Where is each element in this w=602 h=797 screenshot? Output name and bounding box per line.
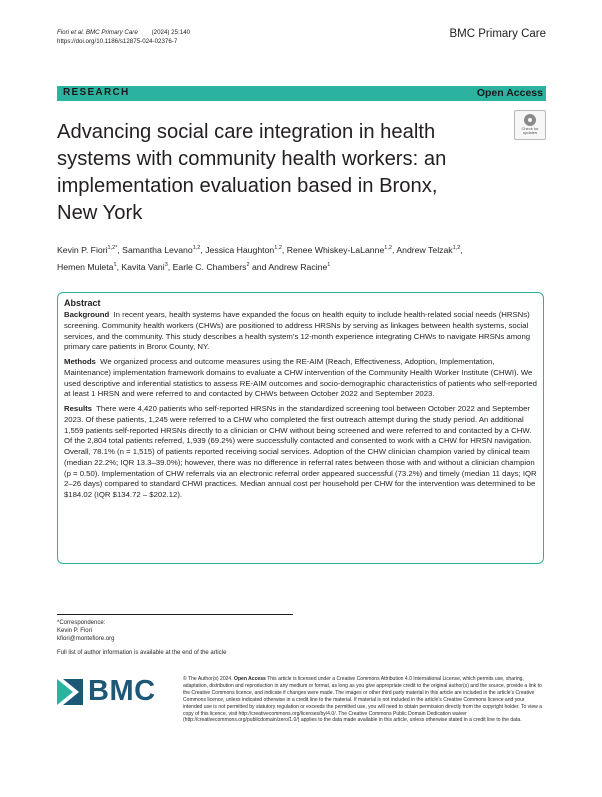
author[interactable]: Hemen Muleta$^1$ (57, 261, 117, 272)
footnote-divider (57, 614, 293, 615)
citation-year: (2024) 25:140 (151, 29, 191, 36)
bmc-logo (57, 675, 177, 708)
abstract-background: Background In recent years, health systems have expanded the focus on health equity to include health-related social needs (HRSNs) screening. Community health workers (CHWs) are positioned to address HRSNs by serving as linkages between health systems, social services, and the community. This study describes a health system’s 12-month experience integrating CHWs to navigate HRSNs among primary care patients in Bronx County, NY. (64, 310, 531, 352)
citation-journal: Fiori et al. BMC Primary Care (57, 29, 138, 36)
running-header-citation (57, 29, 190, 46)
correspondence-label: *Correspondence: (57, 620, 106, 626)
author-info-note: Full list of author information is available at the end of the article (57, 650, 227, 656)
open-access-label: Open Access (476, 87, 543, 99)
author[interactable]: Samantha Levano$^{1,2}$ (122, 244, 201, 255)
author[interactable]: Jessica Haughton$^{1,2}$ (205, 244, 282, 255)
journal-name: BMC Primary Care (449, 28, 546, 40)
article-title (57, 119, 507, 227)
crossmark-text-line2: updates (522, 130, 538, 136)
bmc-logo-text: BMC (88, 675, 156, 707)
title-line: New York (57, 202, 143, 224)
correspondence-block (57, 619, 114, 643)
abstract-heading: Abstract (64, 298, 101, 308)
doi-link[interactable]: https://doi.org/10.1186/s12875-024-02376-7 (57, 37, 178, 45)
abstract-box (57, 292, 544, 564)
license-text: © The Author(s) 2024. Open Access This article is licensed under a Creative Commons Attribution 4.0 International License, which permits use, sharing, adaptation, distribution and reproduction in any medium or format, as long as you give appropriate credit to the original author(s) and the source, provide a link to the Creative Commons licence, and indicate if changes were made. The images or other third party material in this article are included in the article’s Creative Commons licence, unless indicated otherwise in a credit line to the material. If material is not included in the article’s Creative Commons licence and your intended use is not permitted by statutory regulation or exceeds the permitted use, you will need to obtain permission directly from the copyright holder. To view a copy of this licence, visit http://creativecommons.org/licenses/by/4.0/. The Creative Commons Public Domain Dedication waiver (http://creativecommons.org/publicdomain/zero/1.0/) applies to the data made available in this article, unless otherwise stated in a credit line to the data. (183, 676, 542, 724)
title-line: Advancing social care integration in health (57, 121, 436, 143)
author-list: Kevin P. Fiori$^{1,2*}$, Samantha Levano$^{1,2}$, Jessica Haughton$^{1,2}$, Renee Whiskey-LaLanne$^{1,2}$, Andrew Telzak$^{1,2}$, Hemen Muleta$^1$, Kavita Vani$^3$, Earle C. Chambers$^2$ and Andrew Racine$^1$ (57, 244, 463, 272)
author[interactable]: Kavita Vani$^3$ (121, 261, 168, 272)
author[interactable]: Renee Whiskey-LaLanne$^{1,2}$ (286, 244, 392, 255)
crossmark-icon (524, 114, 536, 126)
correspondence-name: Kevin P. Fiori (57, 628, 92, 634)
title-line: implementation evaluation based in Bronx, (57, 175, 438, 197)
title-line: systems with community health workers: an (57, 148, 447, 170)
author[interactable]: Earle C. Chambers$^2$ (172, 261, 250, 272)
author[interactable]: Andrew Racine$^1$ (268, 261, 331, 272)
author[interactable]: Kevin P. Fiori$^{1,2*}$ (57, 244, 118, 255)
bmc-logo-mark-icon (57, 679, 83, 705)
abstract-methods: Methods We organized process and outcome measures using the RE-AIM (Reach, Effectiveness, Adoption, Implementation, Maintenance) implementation framework domains to evaluate a CHW intervention of the Community Health Worker Institute (CHWI). We used descriptive and inferential statistics to assess RE-AIM outcomes and socio-demographic characteristics of patients who self-reported at least 1 HRSN and were referred to and contacted by CHWs between October 2022 and September 2023. (64, 357, 537, 399)
crossmark-text-line1: Check for (521, 126, 539, 131)
correspondence-email[interactable]: kfiori@montefiore.org (57, 636, 115, 642)
abstract-results: Results There were 4,420 patients who self-reported HRSNs in the standardized screening tool between October 2022 and September 2023. Of these patients, 1,245 were referred to a CHW who completed the first outreach attempt during the study period. An additional 1,559 patients self-reported HRSNs directly to a clinician or CHW without being screened and were referred to and contacted by a CHW. Of the 2,804 total patients referred, 1,939 (69.2%) were successfully contacted and consented to work with a CHW for HRSN navigation. Overall, 78.1% (n = 1,515) of patients reported receiving social services. Adoption of the CHW clinician champion varied by clinical team (median 22.2%; IQR 13.3–39.0%); however, there was no difference in referral rates between those with and without a clinician champion (p = 0.50). Implementation of CHW referrals via an electronic referral order appeared successful (73.2%) and timely (median 11 days; IQR 2–26 days) compared to standard CHWI practices. Median annual cost per household per CHW for the intervention was determined to be $184.02 (IQR $134.72 – $202.12). (64, 404, 537, 499)
section-label: RESEARCH (63, 87, 130, 98)
check-for-updates-badge[interactable] (514, 110, 546, 140)
author[interactable]: Andrew Telzak$^{1,2}$ (396, 244, 461, 255)
section-banner (57, 86, 546, 101)
